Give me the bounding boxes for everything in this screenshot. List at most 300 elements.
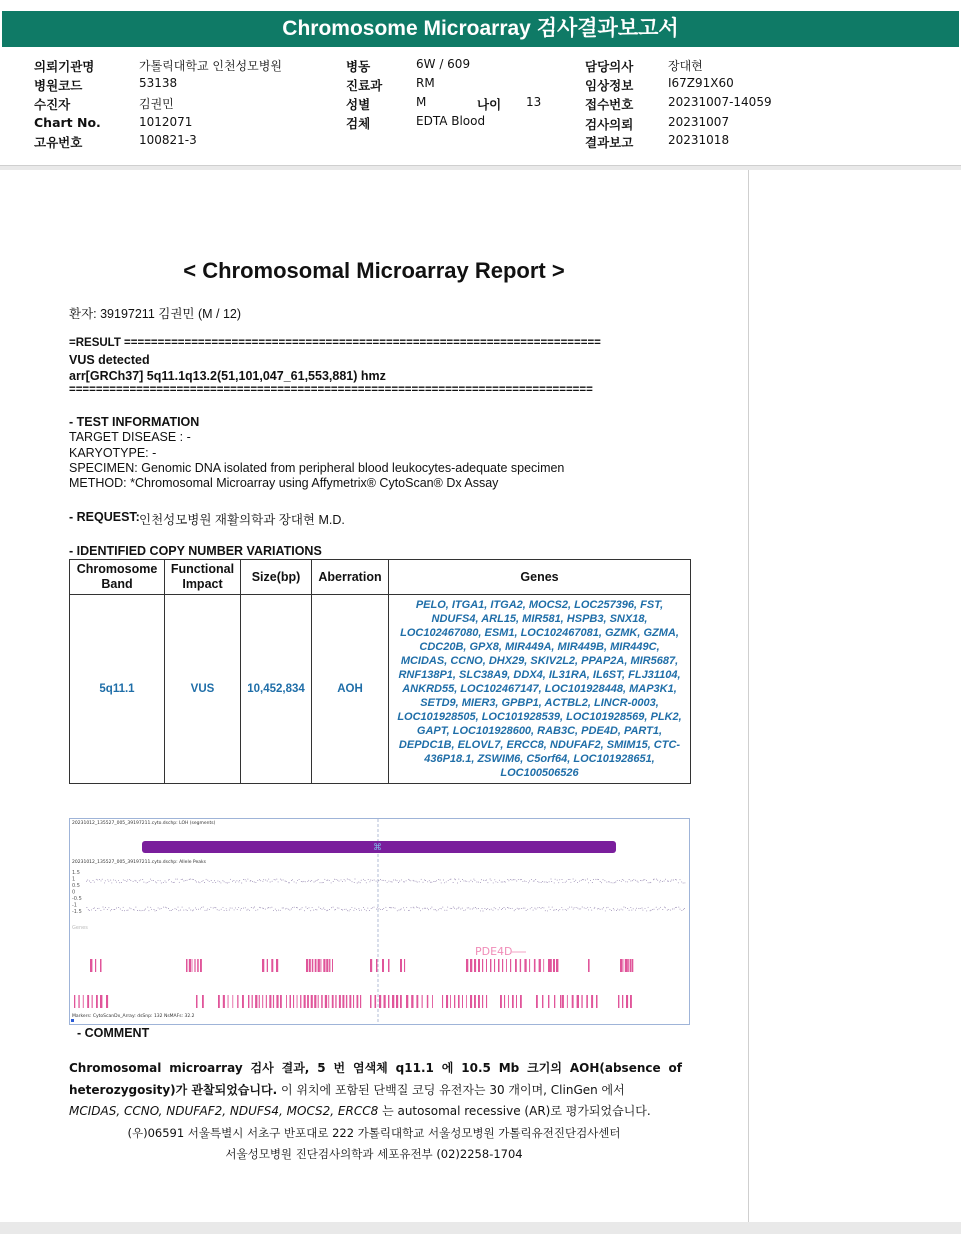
allele-point bbox=[603, 879, 604, 880]
allele-point bbox=[97, 908, 98, 909]
allele-point bbox=[425, 908, 426, 909]
allele-point bbox=[551, 881, 552, 882]
allele-point bbox=[535, 879, 536, 880]
allele-point bbox=[286, 908, 287, 909]
allele-point bbox=[160, 880, 161, 881]
allele-point bbox=[586, 908, 587, 909]
allele-point bbox=[282, 908, 283, 909]
top-bar bbox=[0, 0, 961, 48]
gene-mark bbox=[474, 959, 476, 972]
allele-point bbox=[438, 879, 439, 880]
allele-point bbox=[245, 907, 246, 908]
gene-mark bbox=[577, 995, 579, 1008]
header-label-clinical-info: 임상정보 bbox=[585, 78, 634, 93]
allele-point bbox=[135, 880, 136, 881]
report-page[interactable] bbox=[0, 170, 749, 1222]
gene-mark bbox=[432, 995, 433, 1008]
track1-label: 20231012_135527_005_39197211.cyto.dschp: LOH (segments) bbox=[72, 821, 216, 826]
allele-point bbox=[648, 882, 649, 883]
allele-point bbox=[172, 909, 173, 910]
allele-point bbox=[573, 909, 574, 910]
allele-point bbox=[604, 880, 605, 881]
allele-point bbox=[660, 907, 661, 908]
allele-point bbox=[627, 908, 628, 909]
allele-point bbox=[537, 881, 538, 882]
col-header-aberration: Aberration bbox=[312, 560, 389, 595]
allele-point bbox=[546, 881, 547, 882]
allele-point bbox=[271, 907, 272, 908]
gene-mark bbox=[502, 959, 503, 972]
allele-point bbox=[630, 907, 631, 908]
allele-point bbox=[260, 907, 261, 908]
allele-point bbox=[531, 907, 532, 908]
gene-mark bbox=[332, 995, 334, 1008]
header-label-doctor: 담당의사 bbox=[585, 59, 634, 74]
allele-point bbox=[531, 879, 532, 880]
header-label-specimen: 검체 bbox=[346, 116, 371, 131]
allele-point bbox=[350, 909, 351, 910]
allele-point bbox=[660, 880, 661, 881]
allele-point bbox=[226, 882, 227, 883]
gene-mark bbox=[591, 995, 593, 1008]
allele-point bbox=[230, 908, 231, 909]
gene-mark bbox=[320, 959, 321, 972]
allele-point bbox=[653, 879, 654, 880]
allele-point bbox=[635, 910, 636, 911]
allele-point bbox=[683, 883, 684, 884]
allele-point bbox=[597, 908, 598, 909]
allele-point bbox=[274, 879, 275, 880]
allele-point bbox=[150, 907, 151, 908]
allele-point bbox=[267, 881, 268, 882]
allele-point bbox=[270, 907, 271, 908]
allele-point bbox=[178, 910, 179, 911]
allele-point bbox=[363, 879, 364, 880]
allele-point bbox=[174, 882, 175, 883]
allele-point bbox=[227, 883, 228, 884]
allele-point bbox=[474, 880, 475, 881]
gene-mark bbox=[262, 959, 264, 972]
allele-point bbox=[354, 882, 355, 883]
allele-point bbox=[101, 880, 102, 881]
allele-point bbox=[587, 879, 588, 880]
allele-point bbox=[243, 879, 244, 880]
allele-point bbox=[93, 880, 94, 881]
allele-point bbox=[192, 910, 193, 911]
allele-point bbox=[265, 880, 266, 881]
allele-point bbox=[144, 910, 145, 911]
allele-point bbox=[429, 880, 430, 881]
allele-point bbox=[177, 879, 178, 880]
allele-point bbox=[680, 879, 681, 880]
allele-point bbox=[323, 882, 324, 883]
allele-point bbox=[427, 908, 428, 909]
allele-point bbox=[252, 881, 253, 882]
allele-point bbox=[383, 908, 384, 909]
allele-point bbox=[481, 879, 482, 880]
allele-point bbox=[315, 881, 316, 882]
allele-point bbox=[428, 909, 429, 910]
allele-point bbox=[537, 907, 538, 908]
allele-point bbox=[494, 879, 495, 880]
gene-mark bbox=[442, 995, 443, 1008]
allele-point bbox=[260, 880, 261, 881]
allele-point bbox=[215, 907, 216, 908]
allele-point bbox=[673, 880, 674, 881]
allele-point bbox=[431, 907, 432, 908]
allele-point bbox=[490, 879, 491, 880]
gene-track-row-1 bbox=[90, 959, 633, 972]
allele-point bbox=[401, 908, 402, 909]
allele-point bbox=[246, 910, 247, 911]
allele-point bbox=[507, 907, 508, 908]
allele-point bbox=[276, 910, 277, 911]
allele-point bbox=[214, 907, 215, 908]
allele-point bbox=[592, 882, 593, 883]
allele-point bbox=[205, 910, 206, 911]
allele-point bbox=[169, 879, 170, 880]
gene-mark bbox=[622, 995, 623, 1008]
gene-mark bbox=[581, 995, 582, 1008]
allele-point bbox=[259, 879, 260, 880]
allele-point bbox=[291, 909, 292, 910]
allele-point bbox=[318, 907, 319, 908]
allele-point bbox=[329, 880, 330, 881]
allele-point bbox=[219, 910, 220, 911]
allele-point bbox=[650, 882, 651, 883]
allele-point bbox=[455, 879, 456, 880]
gene-mark bbox=[427, 995, 429, 1008]
allele-point bbox=[366, 882, 367, 883]
allele-point bbox=[587, 907, 588, 908]
allele-point bbox=[104, 909, 105, 910]
cytoscan-figure bbox=[69, 818, 690, 1025]
allele-point bbox=[376, 881, 377, 882]
allele-point bbox=[341, 909, 342, 910]
allele-point bbox=[318, 879, 319, 880]
allele-point bbox=[186, 909, 187, 910]
allele-point bbox=[198, 882, 199, 883]
allele-point bbox=[590, 907, 591, 908]
allele-point bbox=[301, 881, 302, 882]
allele-point bbox=[674, 908, 675, 909]
allele-point bbox=[240, 910, 241, 911]
allele-point bbox=[397, 910, 398, 911]
gene-mark bbox=[400, 995, 402, 1008]
allele-point bbox=[665, 907, 666, 908]
allele-point bbox=[684, 882, 685, 883]
patient-line: 환자: 39197211 김권민 (M / 12) bbox=[69, 307, 242, 321]
allele-point bbox=[562, 909, 563, 910]
allele-point bbox=[280, 910, 281, 911]
gene-mark bbox=[360, 995, 361, 1008]
allele-point bbox=[89, 881, 90, 882]
gene-mark bbox=[318, 959, 320, 972]
allele-point bbox=[327, 910, 328, 911]
allele-point bbox=[443, 880, 444, 881]
comment-ar-genes: MCIDAS, CCNO, NDUFAF2, NDUFS4, MOCS2, ERCC8 bbox=[69, 1104, 379, 1118]
allele-point bbox=[444, 882, 445, 883]
allele-point bbox=[534, 908, 535, 909]
allele-point bbox=[406, 907, 407, 908]
gene-mark bbox=[536, 995, 538, 1008]
allele-point bbox=[414, 907, 415, 908]
allele-point bbox=[642, 908, 643, 909]
allele-point bbox=[668, 881, 669, 882]
allele-point bbox=[566, 881, 567, 882]
allele-point bbox=[672, 909, 673, 910]
allele-point bbox=[419, 908, 420, 909]
gene-mark bbox=[567, 995, 568, 1008]
allele-point bbox=[547, 910, 548, 911]
gene-mark bbox=[515, 959, 517, 972]
allele-point bbox=[133, 881, 134, 882]
allele-point bbox=[524, 881, 525, 882]
col-header-impact: Functional Impact bbox=[165, 560, 241, 595]
allele-point bbox=[235, 907, 236, 908]
allele-point bbox=[435, 881, 436, 882]
allele-point bbox=[487, 882, 488, 883]
allele-point bbox=[139, 910, 140, 911]
allele-point bbox=[417, 882, 418, 883]
gene-mark bbox=[375, 995, 377, 1008]
allele-point bbox=[376, 909, 377, 910]
gene-mark bbox=[554, 995, 555, 1008]
allele-point bbox=[643, 880, 644, 881]
header-value-patient: 김권민 bbox=[139, 97, 174, 111]
allele-point bbox=[441, 882, 442, 883]
target-disease: TARGET DISEASE : - bbox=[69, 430, 191, 444]
gene-mark bbox=[318, 995, 319, 1008]
gene-mark bbox=[529, 959, 530, 972]
allele-point bbox=[327, 880, 328, 881]
gene-mark bbox=[618, 995, 619, 1008]
allele-point bbox=[377, 882, 378, 883]
allele-point bbox=[541, 882, 542, 883]
gene-mark bbox=[202, 995, 204, 1008]
allele-point bbox=[606, 882, 607, 883]
allele-point bbox=[107, 909, 108, 910]
allele-point bbox=[110, 880, 111, 881]
gene-mark bbox=[512, 995, 514, 1008]
allele-point bbox=[185, 880, 186, 881]
allele-point bbox=[585, 880, 586, 881]
allele-point bbox=[413, 907, 414, 908]
allele-point bbox=[622, 909, 623, 910]
allele-point bbox=[283, 907, 284, 908]
gene-mark bbox=[422, 995, 423, 1008]
allele-point bbox=[676, 907, 677, 908]
allele-point bbox=[347, 879, 348, 880]
allele-point bbox=[379, 908, 380, 909]
allele-point bbox=[417, 907, 418, 908]
allele-point bbox=[671, 880, 672, 881]
gene-mark bbox=[498, 959, 500, 972]
allele-point bbox=[263, 879, 264, 880]
allele-point bbox=[352, 881, 353, 882]
allele-point bbox=[97, 879, 98, 880]
allele-point bbox=[554, 909, 555, 910]
allele-point bbox=[213, 908, 214, 909]
allele-point bbox=[489, 909, 490, 910]
allele-point bbox=[470, 909, 471, 910]
cytoscan-plot bbox=[70, 819, 689, 1024]
allele-point bbox=[391, 907, 392, 908]
allele-point bbox=[514, 910, 515, 911]
allele-point bbox=[678, 882, 679, 883]
method: METHOD: *Chromosomal Microarray using Affymetrix® CytoScan® Dx Assay bbox=[69, 476, 499, 490]
gene-mark bbox=[329, 959, 330, 972]
allele-point bbox=[523, 908, 524, 909]
allele-point bbox=[329, 909, 330, 910]
allele-point bbox=[96, 879, 97, 880]
allele-point bbox=[309, 907, 310, 908]
allele-point bbox=[403, 881, 404, 882]
allele-point bbox=[382, 909, 383, 910]
header-value-institution: 가톨릭대학교 인천성모병원 bbox=[139, 59, 282, 73]
gene-mark bbox=[454, 995, 455, 1008]
gene-mark bbox=[626, 995, 628, 1008]
col-header-size: Size(bp) bbox=[241, 560, 312, 595]
allele-point bbox=[183, 881, 184, 882]
allele-point bbox=[370, 880, 371, 881]
allele-point bbox=[593, 879, 594, 880]
karyotype: KARYOTYPE: - bbox=[69, 446, 157, 460]
gene-mark bbox=[510, 959, 511, 972]
allele-point bbox=[349, 879, 350, 880]
gene-mark bbox=[325, 995, 327, 1008]
header-value-receipt-no: 20231007-14059 bbox=[668, 95, 772, 109]
gene-mark bbox=[506, 959, 507, 972]
allele-point bbox=[222, 880, 223, 881]
allele-point bbox=[361, 910, 362, 911]
allele-point bbox=[289, 910, 290, 911]
allele-point bbox=[617, 909, 618, 910]
gene-mark bbox=[508, 995, 509, 1008]
gene-mark bbox=[520, 959, 521, 972]
gene-mark bbox=[466, 959, 468, 972]
allele-point bbox=[159, 909, 160, 910]
allele-point bbox=[383, 880, 384, 881]
header-value-ward: 6W / 609 bbox=[416, 57, 471, 71]
allele-point bbox=[272, 881, 273, 882]
gene-mark bbox=[311, 995, 313, 1008]
allele-point bbox=[193, 910, 194, 911]
gene-mark bbox=[315, 959, 317, 972]
col-header-genes: Genes bbox=[389, 560, 691, 595]
allele-point bbox=[273, 910, 274, 911]
allele-point bbox=[683, 909, 684, 910]
allele-point bbox=[224, 910, 225, 911]
allele-point bbox=[364, 909, 365, 910]
allele-point bbox=[158, 880, 159, 881]
allele-point bbox=[558, 882, 559, 883]
gene-mark bbox=[411, 995, 413, 1008]
allele-point bbox=[574, 907, 575, 908]
allele-point bbox=[179, 882, 180, 883]
allele-point bbox=[365, 880, 366, 881]
gene-mark bbox=[328, 995, 329, 1008]
allele-point bbox=[434, 909, 435, 910]
gene-mark bbox=[95, 959, 96, 972]
allele-point bbox=[125, 880, 126, 881]
allele-point bbox=[561, 907, 562, 908]
allele-point bbox=[359, 910, 360, 911]
allele-point bbox=[486, 909, 487, 910]
gene-mark bbox=[466, 995, 467, 1008]
allele-point bbox=[137, 910, 138, 911]
request-value: 인천성모병원 재활의학과 장대현 M.D. bbox=[139, 513, 345, 527]
allele-point bbox=[312, 907, 313, 908]
gene-mark bbox=[106, 995, 108, 1008]
allele-point bbox=[631, 910, 632, 911]
allele-point bbox=[516, 881, 517, 882]
allele-point bbox=[161, 883, 162, 884]
allele-point bbox=[87, 880, 88, 881]
allele-point bbox=[374, 880, 375, 881]
gene-mark bbox=[560, 995, 562, 1008]
gene-mark bbox=[379, 995, 381, 1008]
allele-point bbox=[93, 908, 94, 909]
allele-point bbox=[342, 910, 343, 911]
allele-point bbox=[369, 881, 370, 882]
allele-point bbox=[353, 910, 354, 911]
allele-point bbox=[420, 910, 421, 911]
gene-mark bbox=[74, 995, 75, 1008]
header-value-request-date: 20231007 bbox=[668, 115, 730, 129]
allele-point bbox=[395, 908, 396, 909]
allele-point bbox=[254, 907, 255, 908]
cell-band: 5q11.1 bbox=[70, 595, 165, 784]
allele-point bbox=[579, 881, 580, 882]
header-label-age: 나이 bbox=[477, 97, 502, 112]
allele-point bbox=[297, 880, 298, 881]
allele-point bbox=[324, 879, 325, 880]
allele-point bbox=[344, 909, 345, 910]
allele-point bbox=[192, 879, 193, 880]
allele-point bbox=[337, 880, 338, 881]
allele-point bbox=[344, 879, 345, 880]
gene-mark bbox=[542, 995, 543, 1008]
allele-point bbox=[427, 881, 428, 882]
allele-point bbox=[548, 907, 549, 908]
allele-point bbox=[542, 881, 543, 882]
allele-point bbox=[399, 910, 400, 911]
allele-point bbox=[349, 910, 350, 911]
allele-point bbox=[303, 881, 304, 882]
allele-point bbox=[317, 880, 318, 881]
gene-mark bbox=[516, 995, 517, 1008]
allele-point bbox=[357, 883, 358, 884]
allele-point bbox=[404, 881, 405, 882]
allele-point bbox=[621, 881, 622, 882]
allele-point bbox=[241, 908, 242, 909]
allele-point bbox=[366, 910, 367, 911]
genes-track-label: Genes bbox=[72, 925, 88, 931]
gene-mark bbox=[300, 995, 301, 1008]
allele-point bbox=[680, 909, 681, 910]
allele-point bbox=[168, 908, 169, 909]
allele-point bbox=[559, 909, 560, 910]
allele-point bbox=[210, 907, 211, 908]
allele-point bbox=[571, 907, 572, 908]
allele-point bbox=[483, 911, 484, 912]
allele-point bbox=[536, 909, 537, 910]
allele-point bbox=[594, 908, 595, 909]
allele-point bbox=[122, 910, 123, 911]
allele-point bbox=[380, 909, 381, 910]
allele-point bbox=[424, 908, 425, 909]
